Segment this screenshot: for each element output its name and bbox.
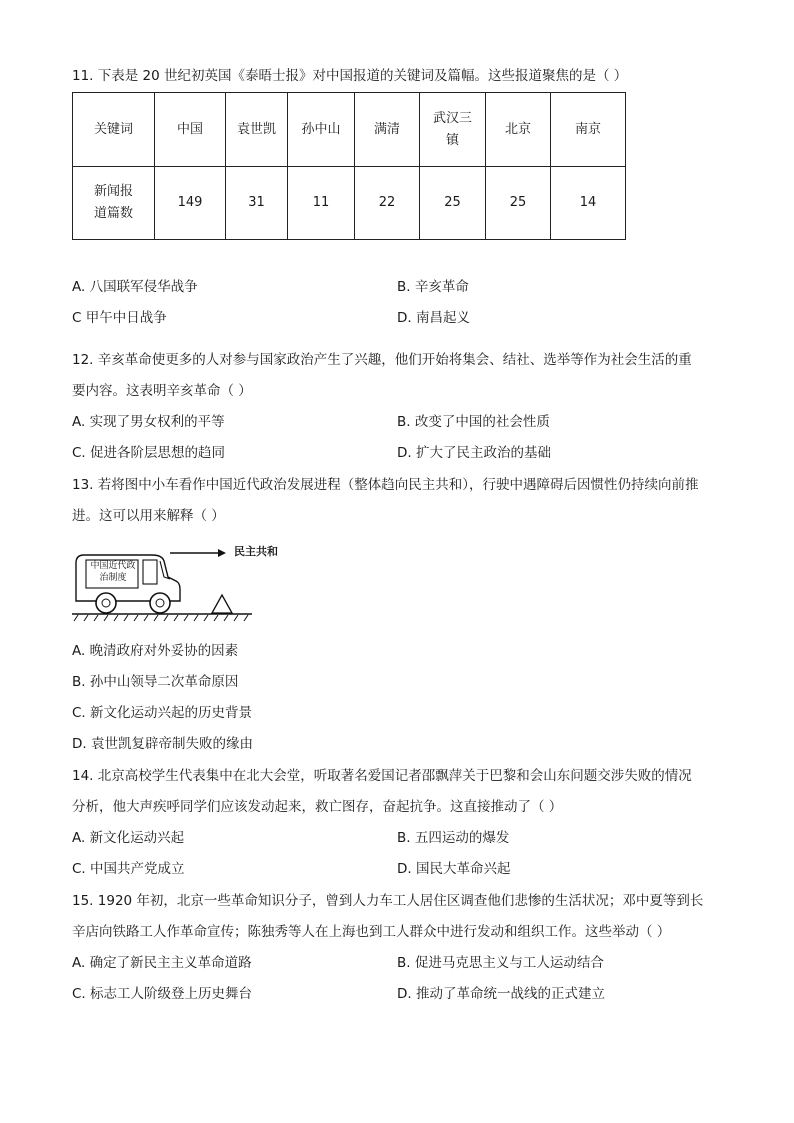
q11-option-d[interactable]: D. 南昌起义 xyxy=(397,310,470,326)
table-cell: 14 xyxy=(551,167,626,240)
q13-option-b[interactable]: B. 孙中山领导二次革命原因 xyxy=(72,674,239,690)
q11-option-c[interactable]: C 甲午中日战争 xyxy=(72,310,167,326)
q14-option-d[interactable]: D. 国民大革命兴起 xyxy=(397,861,511,877)
wheel-icon xyxy=(150,593,170,613)
q13-stem-line1: 13. 若将图中小车看作中国近代政治发展进程（整体趋向民主共和），行驶中遇障碍后因惯性仍持续向前推 xyxy=(72,477,699,493)
q12-option-c[interactable]: C. 促进各阶层思想的趋同 xyxy=(72,445,226,461)
arrow-head-icon xyxy=(218,549,226,557)
q14-stem-line2: 分析，他大声疾呼同学们应该发动起来，救亡图存，奋起抗争。这直接推动了（ ） xyxy=(72,799,563,815)
table-cell xyxy=(420,93,486,167)
table-cell-text: 武汉三镇 xyxy=(432,110,472,148)
q15-option-b[interactable]: B. 促进马克思主义与工人运动结合 xyxy=(397,955,604,971)
table-cell: 22 xyxy=(355,167,420,240)
q15-option-d[interactable]: D. 推动了革命统一战线的正式建立 xyxy=(397,986,605,1002)
q15-stem-line1: 15. 1920 年初，北京一些革命知识分子，曾到人力车工人居住区调查他们悲惨的生活状况；邓中夏等到长 xyxy=(72,893,704,909)
q13-stem-line2: 进。这可以用来解释（ ） xyxy=(72,508,225,524)
q13-option-c[interactable]: C. 新文化运动兴起的历史背景 xyxy=(72,705,253,721)
arrow-label: 民主共和 xyxy=(234,545,278,558)
table-cell: 北京 xyxy=(486,93,551,167)
q12-stem-line1: 12. 辛亥革命使更多的人对参与国家政治产生了兴趣，他们开始将集会、结社、选举等作为社会生活的重 xyxy=(72,352,692,368)
q14-option-a[interactable]: A. 新文化运动兴起 xyxy=(72,830,185,846)
table-cell: 11 xyxy=(288,167,355,240)
q14-option-c[interactable]: C. 中国共产党成立 xyxy=(72,861,185,877)
q15-option-a[interactable]: A. 确定了新民主主义革命道路 xyxy=(72,955,252,971)
table-cell: 孙中山 xyxy=(288,93,355,167)
table-cell: 中国 xyxy=(155,93,226,167)
q11-option-a[interactable]: A. 八国联军侵华战争 xyxy=(72,279,198,295)
wheel-icon xyxy=(96,593,116,613)
q12-option-d[interactable]: D. 扩大了民主政治的基础 xyxy=(397,445,551,461)
table-cell: 25 xyxy=(486,167,551,240)
obstacle-icon xyxy=(212,595,232,613)
q12-option-b[interactable]: B. 改变了中国的社会性质 xyxy=(397,414,550,430)
table-cell: 袁世凯 xyxy=(226,93,288,167)
q14-stem-line1: 14. 北京高校学生代表集中在北大会堂，听取著名爱国记者邵飘萍关于巴黎和会山东问题交涉失败的情况 xyxy=(72,768,692,784)
q15-option-c[interactable]: C. 标志工人阶级登上历史舞台 xyxy=(72,986,253,1002)
table-cell: 149 xyxy=(155,167,226,240)
keyword-table xyxy=(72,92,626,240)
q15-stem-line2: 辛店向铁路工人作革命宣传；陈独秀等人在上海也到工人群众中进行发动和组织工作。这些举动（ ） xyxy=(72,924,671,940)
q13-option-d[interactable]: D. 袁世凯复辟帝制失败的缘由 xyxy=(72,736,253,752)
table-cell: 25 xyxy=(420,167,486,240)
table-cell: 满清 xyxy=(355,93,420,167)
q12-stem-line2: 要内容。这表明辛亥革命（ ） xyxy=(72,383,252,399)
table-cell: 南京 xyxy=(551,93,626,167)
q13-option-a[interactable]: A. 晚清政府对外妥协的因素 xyxy=(72,643,239,659)
q12-option-a[interactable]: A. 实现了男女权利的平等 xyxy=(72,414,225,430)
table-cell-text: 新闻报道篇数 xyxy=(93,184,133,221)
table-count-label xyxy=(73,167,155,240)
table-cell: 31 xyxy=(226,167,288,240)
bus-label: 中国近代政治制度 xyxy=(90,561,136,583)
q11-option-b[interactable]: B. 辛亥革命 xyxy=(397,279,469,295)
bus-door-icon xyxy=(143,560,157,584)
q11-stem: 11. 下表是 20 世纪初英国《泰晤士报》对中国报道的关键词及篇幅。这些报道聚焦的是（ ） xyxy=(72,68,628,84)
bus-figure xyxy=(72,543,312,628)
table-row xyxy=(73,93,626,167)
table-row xyxy=(73,167,626,240)
table-header-label: 关键词 xyxy=(73,93,155,167)
q14-option-b[interactable]: B. 五四运动的爆发 xyxy=(397,830,510,846)
